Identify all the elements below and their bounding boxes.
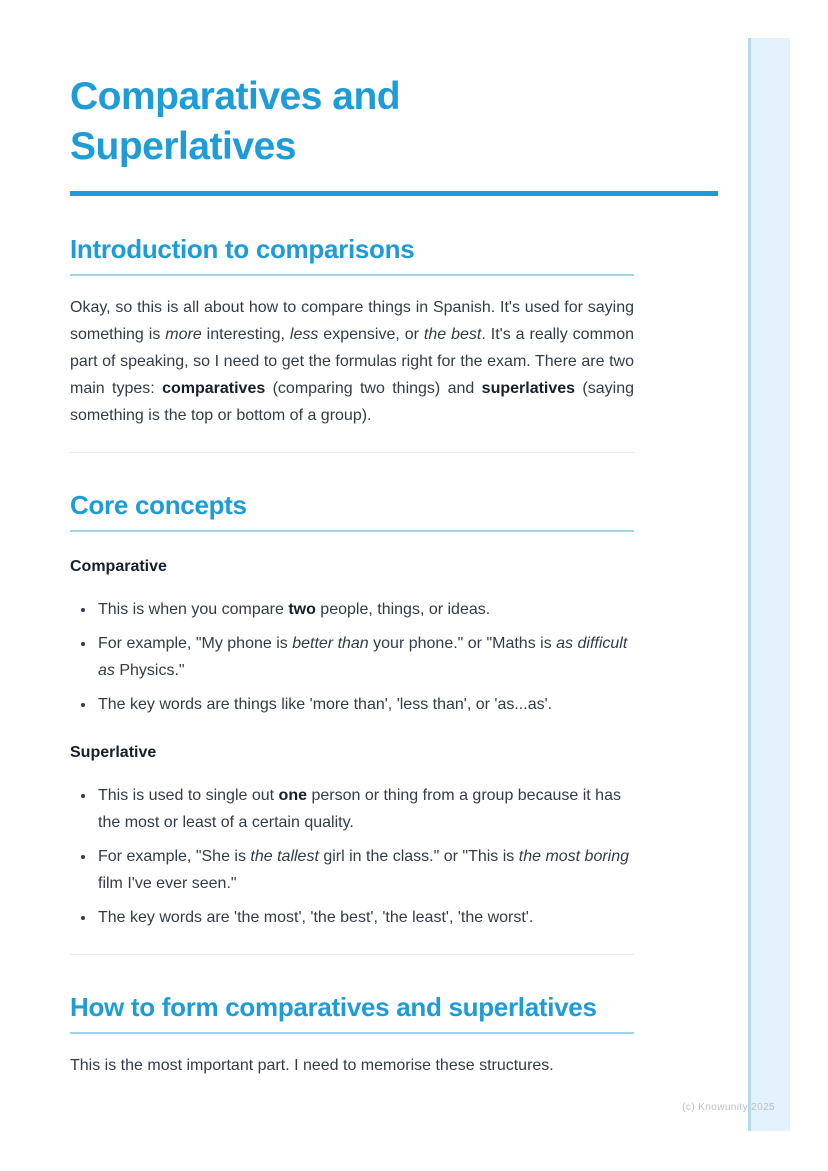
section-how-to-form: [70, 991, 634, 1079]
section-heading-introduction: Introduction to comparisons: [70, 233, 634, 276]
section-heading-core-concepts: Core concepts: [70, 489, 634, 532]
list-item: • This is used to single out one person or thing from a group because it has the most or least of a certain quality.: [96, 782, 634, 836]
comparative-bullet-list: [70, 596, 634, 718]
section-introduction: [70, 233, 634, 429]
section-divider: [70, 954, 634, 955]
subheading-comparative: Comparative: [70, 558, 167, 575]
list-item: • For example, "My phone is better than your phone." or "Maths is as difficult as Physics.": [96, 630, 634, 684]
section-heading-how-to-form: How to form comparatives and superlatives: [70, 991, 634, 1034]
list-item: • The key words are things like 'more than', 'less than', or 'as...as'.: [96, 691, 634, 718]
introduction-paragraph: Okay, so this is all about how to compare things in Spanish. It's used for saying something is more interesting, less expensive, or the best. It's a really common part of speaking, so I need to get the formulas right for the exam. There are two main types: comparatives (comparing two things) and superlatives (saying something is the top or bottom of a group).: [70, 299, 635, 424]
copyright-watermark: (c) Knowunity 2025: [682, 1102, 775, 1113]
title-divider-rule: [70, 191, 718, 196]
content-column: [70, 72, 634, 1079]
list-item: • For example, "She is the tallest girl in the class." or "This is the most boring film I've ever seen.": [96, 843, 634, 897]
list-item: • The key words are 'the most', 'the best', 'the least', 'the worst'.: [96, 904, 634, 931]
list-item: • This is when you compare two people, things, or ideas.: [96, 596, 634, 623]
how-to-form-paragraph: This is the most important part. I need to memorise these structures.: [70, 1057, 554, 1074]
section-divider: [70, 452, 634, 453]
page-title: Comparatives and Superlatives: [70, 75, 401, 168]
subheading-superlative: Superlative: [70, 744, 157, 761]
right-margin-bar: [748, 38, 790, 1131]
superlative-bullet-list: [70, 782, 634, 931]
section-core-concepts: [70, 489, 634, 931]
